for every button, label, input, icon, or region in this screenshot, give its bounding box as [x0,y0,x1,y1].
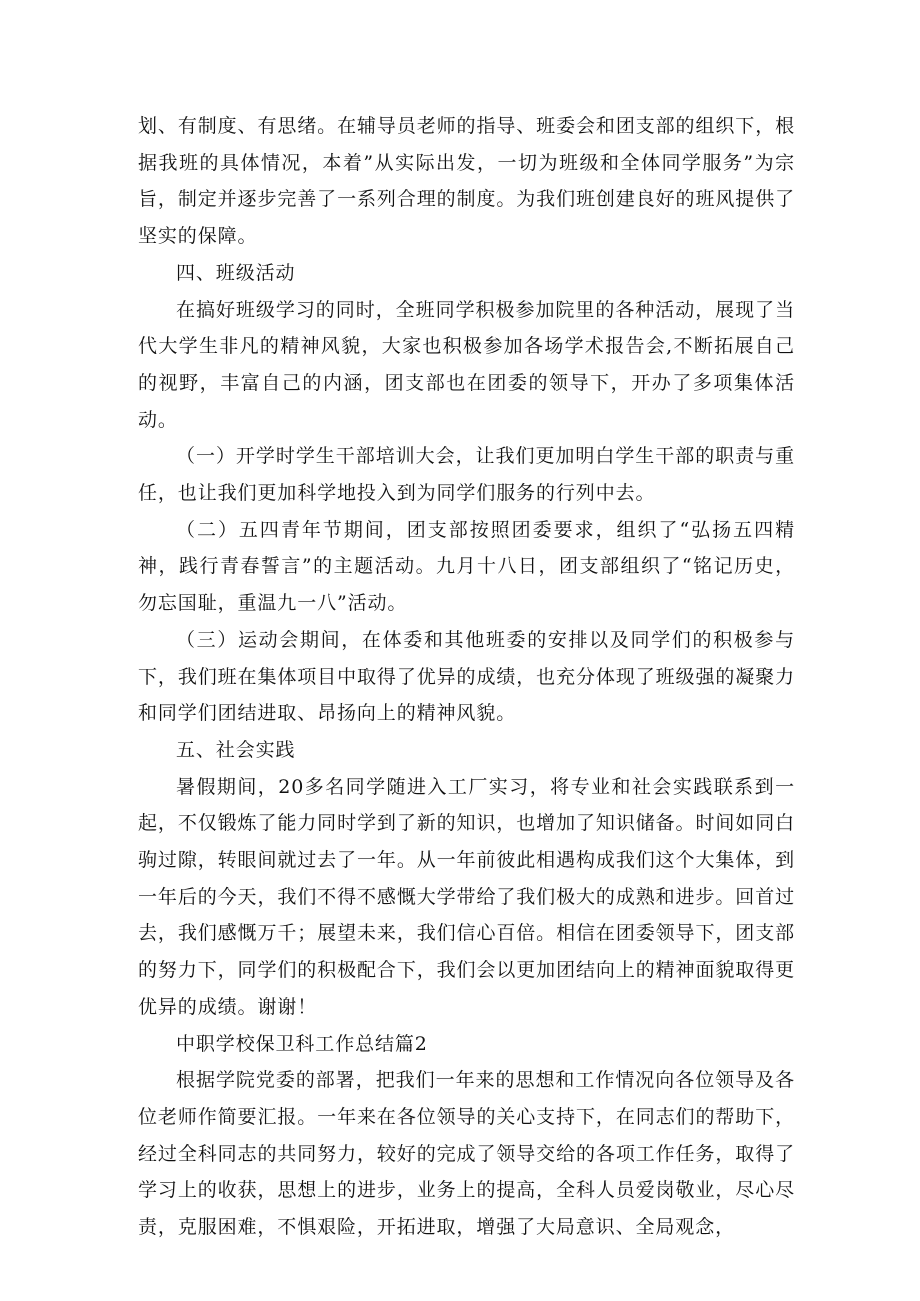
paragraph-report-intro: 根据学院党委的部署，把我们一年来的思想和工作情况向各位领导及各位老师作简要汇报。一年来在各位领导的关心支持下，在同志们的帮助下，经过全科同志的共同努力，较好的完成了领导交给的各项工作任务，取得了学习上的收获，思想上的进步，业务上的提高，全科人员爱岗敬业，尽心尽责，克服困难，不惧艰险，开拓进取，增强了大局意识、全局观念， [138,1069,795,1239]
paragraph-activity-1: （一）开学时学生干部培训大会，让我们更加明白学生干部的职责与重任，也让我们更加科学地投入到为同学们服务的行列中去。 [138,445,795,505]
section-heading-social-practice: 五、社会实践 [176,738,296,761]
paragraph-activity-3: （三）运动会期间，在体委和其他班委的安排以及同学们的积极参与下，我们班在集体项目中取得了优异的成绩，也充分体现了班级强的凝聚力和同学们团结进取、昂扬向上的精神风貌。 [138,628,795,725]
paragraph-activities-intro: 在搞好班级学习的同时，全班同学积极参加院里的各种活动，展现了当代大学生非凡的精神风貌，大家也积极参加各场学术报告会,不断拓展自己的视野，丰富自己的内涵，团支部也在团委的领导下，开办了多项集体活动。 [138,298,795,431]
paragraph-continued: 划、有制度、有思绪。在辅导员老师的指导、班委会和团支部的组织下，根据我班的具体情况，本着”从实际出发，一切为班级和全体同学服务”为宗旨，制定并逐步完善了一系列合理的制度。为我们班创建良好的班风提供了坚实的保障。 [138,115,795,248]
section-heading-class-activities: 四、班级活动 [176,261,296,284]
paragraph-activity-2: （二）五四青年节期间，团支部按照团委要求，组织了“弘扬五四精神，践行青春誓言”的主题活动。九月十八日，团支部组织了“铭记历史，勿忘国耻，重温九一八”活动。 [138,518,795,615]
paragraph-social-practice: 暑假期间，20多名同学随进入工厂实习，将专业和社会实践联系到一起，不仅锻炼了能力同时学到了新的知识，也增加了知识储备。时间如同白驹过隙，转眼间就过去了一年。从一年前彼此相遇构成我们这个大集体，到一年后的今天，我们不得不感慨大学带给了我们极大的成熟和进步。回首过去，我们感慨万千；展望未来，我们信心百倍。相信在团委领导下，团支部的努力下，同学们的积极配合下，我们会以更加团结向上的精神面貌取得更优异的成绩。谢谢！ [138,775,795,1018]
article-title: 中职学校保卫科工作总结篇2 [176,1032,428,1055]
